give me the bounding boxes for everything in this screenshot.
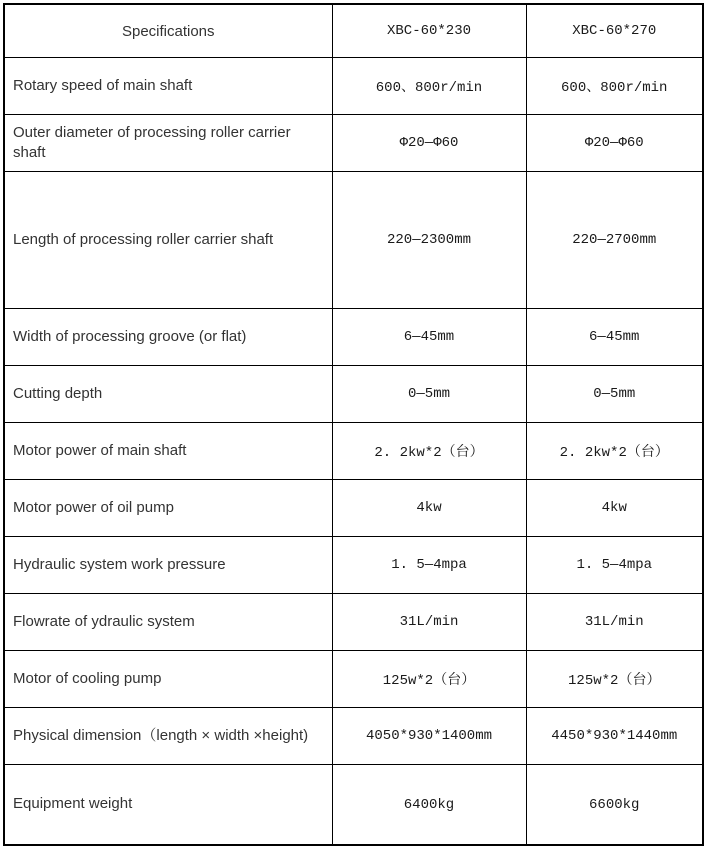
table-row: [4, 58, 703, 115]
table-row: [4, 594, 703, 651]
table-row: [4, 115, 703, 172]
row-value-model1: 600、800r/min: [332, 58, 526, 115]
table-row: [4, 651, 703, 708]
row-value-model2: Φ20—Φ60: [526, 115, 703, 172]
specifications-table: [3, 3, 704, 846]
header-model-xbc-60-230: XBC-60*230: [332, 4, 526, 58]
row-value-model1: Φ20—Φ60: [332, 115, 526, 172]
row-label: Equipment weight: [4, 765, 332, 846]
row-label: Rotary speed of main shaft: [4, 58, 332, 115]
header-specifications: Specifications: [4, 4, 332, 58]
table-row: [4, 765, 703, 846]
row-label: Physical dimension（length × width ×height): [4, 708, 332, 765]
row-label: Motor power of oil pump: [4, 480, 332, 537]
row-value-model2: 0—5mm: [526, 366, 703, 423]
table-row: [4, 537, 703, 594]
row-label: Motor power of main shaft: [4, 423, 332, 480]
row-value-model1: 125w*2（台）: [332, 651, 526, 708]
table-row: [4, 172, 703, 309]
row-value-model2: 4kw: [526, 480, 703, 537]
row-value-model2: 1. 5—4mpa: [526, 537, 703, 594]
row-label: Hydraulic system work pressure: [4, 537, 332, 594]
row-value-model1: 4kw: [332, 480, 526, 537]
row-value-model2: 220—2700mm: [526, 172, 703, 309]
row-value-model1: 220—2300mm: [332, 172, 526, 309]
row-value-model2: 31L/min: [526, 594, 703, 651]
row-value-model2: 6600kg: [526, 765, 703, 846]
row-value-model1: 6—45mm: [332, 309, 526, 366]
row-value-model2: 125w*2（台）: [526, 651, 703, 708]
row-value-model2: 600、800r/min: [526, 58, 703, 115]
row-value-model1: 4050*930*1400mm: [332, 708, 526, 765]
row-label: Width of processing groove (or flat): [4, 309, 332, 366]
row-value-model2: 4450*930*1440mm: [526, 708, 703, 765]
header-model-xbc-60-270: XBC-60*270: [526, 4, 703, 58]
row-value-model1: 31L/min: [332, 594, 526, 651]
row-value-model2: 2. 2kw*2（台）: [526, 423, 703, 480]
table-row: [4, 366, 703, 423]
table-row: [4, 708, 703, 765]
row-label: Outer diameter of processing roller carrier shaft: [4, 115, 332, 172]
row-label: Flowrate of ydraulic system: [4, 594, 332, 651]
row-label: Cutting depth: [4, 366, 332, 423]
table-row: [4, 480, 703, 537]
row-value-model1: 0—5mm: [332, 366, 526, 423]
row-label: Length of processing roller carrier shaft: [4, 172, 332, 309]
row-value-model2: 6—45mm: [526, 309, 703, 366]
row-label: Motor of cooling pump: [4, 651, 332, 708]
table-row: [4, 309, 703, 366]
header-row: [4, 4, 703, 58]
row-value-model1: 2. 2kw*2（台）: [332, 423, 526, 480]
table-row: [4, 423, 703, 480]
row-value-model1: 1. 5—4mpa: [332, 537, 526, 594]
row-value-model1: 6400kg: [332, 765, 526, 846]
